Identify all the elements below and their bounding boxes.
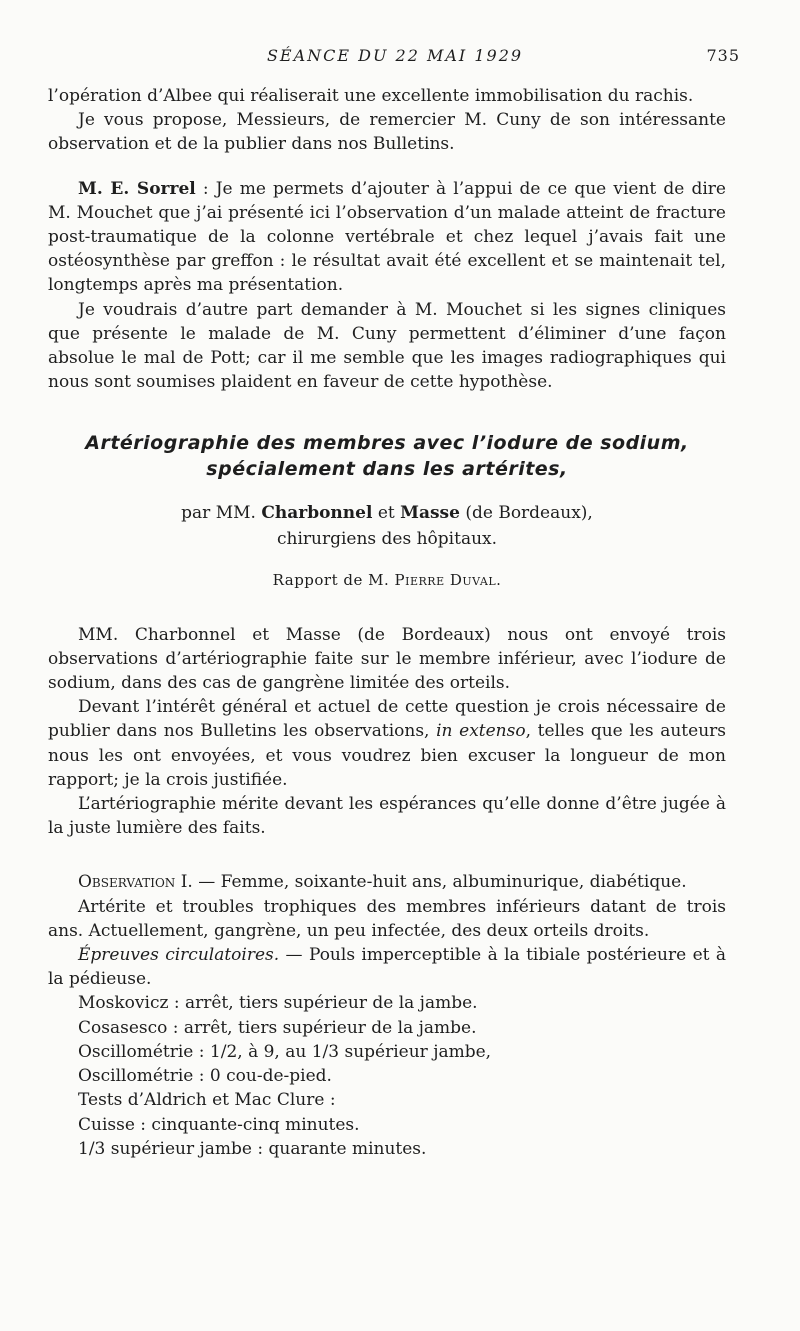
in-extenso: in extenso xyxy=(436,721,526,742)
page-body xyxy=(48,84,726,1161)
result-line: Cosasesco : arrêt, tiers supérieur de la jambe. xyxy=(78,1017,477,1038)
sorrel-text: : Je me permets d’ajouter à l’appui de ce que vient de dire M. Mouchet que j’ai présenté ici l’observation d’un malade atteint de fracture post-traumatique de la colonne vertébrale et chez lequel j’avais fait une ostéosynthèse par greffon : le résultat avait été excellent et se maintenait tel, longtemps après ma présentation. xyxy=(48,178,726,296)
speaker-name: M. E. Sorrel xyxy=(78,178,196,199)
byline-role: chirurgiens des hôpitaux. xyxy=(276,529,498,550)
observation-tests: Épreuves circulatoires. — Pouls imperceptible à la tibiale postérieure et à la pédieuse. xyxy=(48,945,726,990)
result-line: 1/3 supérieur jambe : quarante minutes. xyxy=(78,1138,427,1159)
article-title-line-2: spécialement dans les artérites, xyxy=(206,458,568,481)
sorrel-paragraph-2: Je voudrais d’autre part demander à M. Mouchet si les signes cliniques que présente le malade de M. Cuny permettent d’éliminer d’une façon absolue le mal de Pott; car il me semble que les images radiographiques qui nous sont soumises plaident en faveur de cette hypothèse. xyxy=(48,299,726,393)
tests-label: Épreuves circulatoires. xyxy=(78,945,280,966)
article-title-line-1: Artériographie des membres avec l’iodure de sodium, xyxy=(85,432,689,455)
result-line: Oscillométrie : 0 cou-de-pied. xyxy=(78,1066,332,1087)
observation-history: Artérite et troubles trophiques des membres inférieurs datant de trois ans. Actuellement, gangrène, un peu infectée, des deux orteils droits. xyxy=(48,896,726,941)
observation-results xyxy=(48,991,726,1160)
result-line: Cuisse : cinquante-cinq minutes. xyxy=(78,1114,360,1135)
observation-label: Observation I. xyxy=(78,872,193,893)
report-paragraph-2: Devant l’intérêt général et actuel de cette question je crois nécessaire de publier dans nos Bulletins les observations, in extenso, telles que les auteurs nous les ont envoyées, et vous voudrez bien excuser la longueur de mon rapport; je la crois justifiée. xyxy=(48,697,726,790)
result-line: Moskovicz : arrêt, tiers supérieur de la jambe. xyxy=(78,993,478,1014)
sorrel-paragraph-1 xyxy=(48,177,726,298)
article-title xyxy=(48,430,726,482)
report-paragraph-3: L’artériographie mérite devant les espérances qu’elle donne d’être jugée à la juste lumière des faits. xyxy=(48,794,726,839)
page-header xyxy=(50,46,740,70)
paragraph-continued: l’opération d’Albee qui réaliserait une excellente immobilisation du rachis. xyxy=(48,86,694,106)
observation-intro: Observation I. — Femme, soixante-huit ans, albuminurique, diabétique. xyxy=(78,872,687,893)
report-paragraph-1: MM. Charbonnel et Masse (de Bordeaux) nous ont envoyé trois observations d’artériographie faite sur le membre inférieur, avec l’iodure de sodium, dans des cas de gangrène limitée des orteils. xyxy=(48,624,726,694)
reporter-name: Pierre Duval. xyxy=(394,571,502,590)
author-charbonnel: Charbonnel xyxy=(261,503,373,524)
result-line: Tests d’Aldrich et Mac Clure : xyxy=(78,1090,336,1111)
result-line: Oscillométrie : 1/2, à 9, au 1/3 supérieur jambe, xyxy=(78,1041,492,1062)
byline-authors: par MM. Charbonnel et Masse (de Bordeaux), xyxy=(181,503,593,524)
paragraph-proposal: Je vous propose, Messieurs, de remercier M. Cuny de son intéressante observation et de la publier dans nos Bulletins. xyxy=(48,110,726,155)
author-masse: Masse xyxy=(400,503,460,524)
byline xyxy=(48,500,726,552)
page-number: 735 xyxy=(706,46,740,65)
running-title: SÉANCE DU 22 MAI 1929 xyxy=(266,46,524,65)
report-line: Rapport de M. Pierre Duval. xyxy=(272,571,502,590)
